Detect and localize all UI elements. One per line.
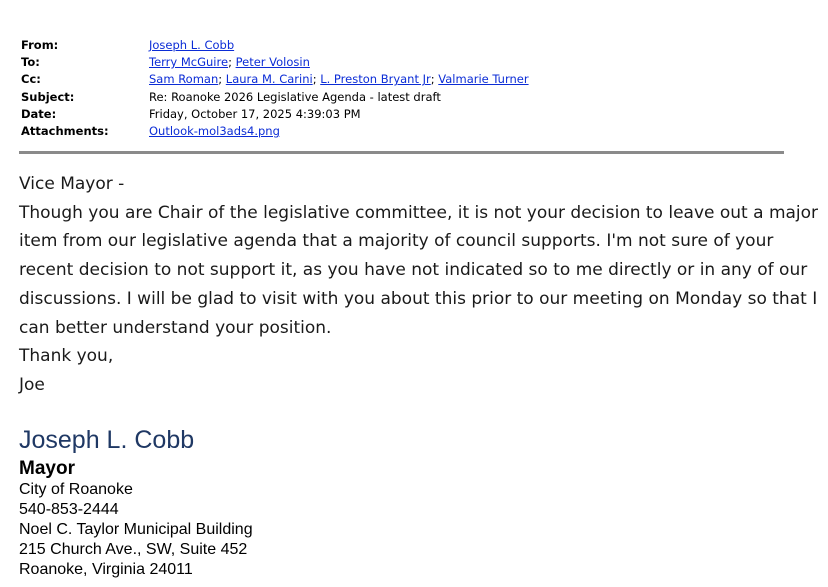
cc-link-3[interactable]: L. Preston Bryant Jr [320, 72, 431, 87]
subject-label: Subject: [21, 89, 75, 104]
cc-row [21, 71, 529, 88]
signature-org: City of Roanoke [19, 481, 133, 498]
from-row [21, 37, 529, 54]
header-divider [19, 151, 784, 154]
separator: ; [430, 72, 435, 87]
date-value: Friday, October 17, 2025 4:39:03 PM [149, 106, 361, 121]
cc-link-1[interactable]: Sam Roman [149, 72, 219, 87]
signature-building: Noel C. Taylor Municipal Building [19, 521, 253, 538]
signature-name: Joseph L. Cobb [19, 426, 195, 454]
separator: ; [228, 55, 232, 70]
closing: Thank you, [19, 346, 114, 367]
attachments-row [21, 123, 529, 140]
to-link-1[interactable]: Terry McGuire [149, 55, 229, 70]
to-label: To: [21, 55, 40, 70]
date-row [21, 106, 529, 123]
attachments-label: Attachments: [21, 124, 109, 139]
greeting: Vice Mayor - [19, 174, 125, 194]
subject-row [21, 89, 529, 106]
to-link-2[interactable]: Peter Volosin [235, 55, 310, 70]
subject-value: Re: Roanoke 2026 Legislative Agenda - latest draft [149, 89, 441, 104]
cc-label: Cc: [21, 72, 41, 87]
signature-street: 215 Church Ave., SW, Suite 452 [19, 541, 248, 558]
email-header [21, 37, 529, 140]
attachment-link[interactable]: Outlook-mol3ads4.png [149, 124, 280, 139]
body-paragraph: Though you are Chair of the legislative committee, it is not your decision to leave out a major item from our legislative agenda that a majority of council supports. I'm not sure of your recent decision to not support it, as you have not indicated so to me directly or in any of our discussions. I will be glad to visit with you about this prior to our meeting on Monday so that I can better understand your position. [19, 202, 819, 338]
signature-block [19, 422, 253, 580]
to-row [21, 54, 529, 71]
cc-link-2[interactable]: Laura M. Carini [225, 72, 313, 87]
separator: ; [312, 72, 317, 87]
signature-phone: 540-853-2444 [19, 501, 119, 518]
from-link[interactable]: Joseph L. Cobb [149, 38, 235, 52]
email-body [19, 170, 819, 400]
cc-link-4[interactable]: Valmarie Turner [438, 72, 529, 87]
date-label: Date: [21, 106, 57, 121]
from-label: From: [21, 38, 59, 52]
signature-title: Mayor [19, 458, 75, 479]
signature-city: Roanoke, Virginia 24011 [19, 561, 193, 578]
separator: ; [218, 72, 223, 87]
sender-first-name: Joe [19, 374, 45, 395]
